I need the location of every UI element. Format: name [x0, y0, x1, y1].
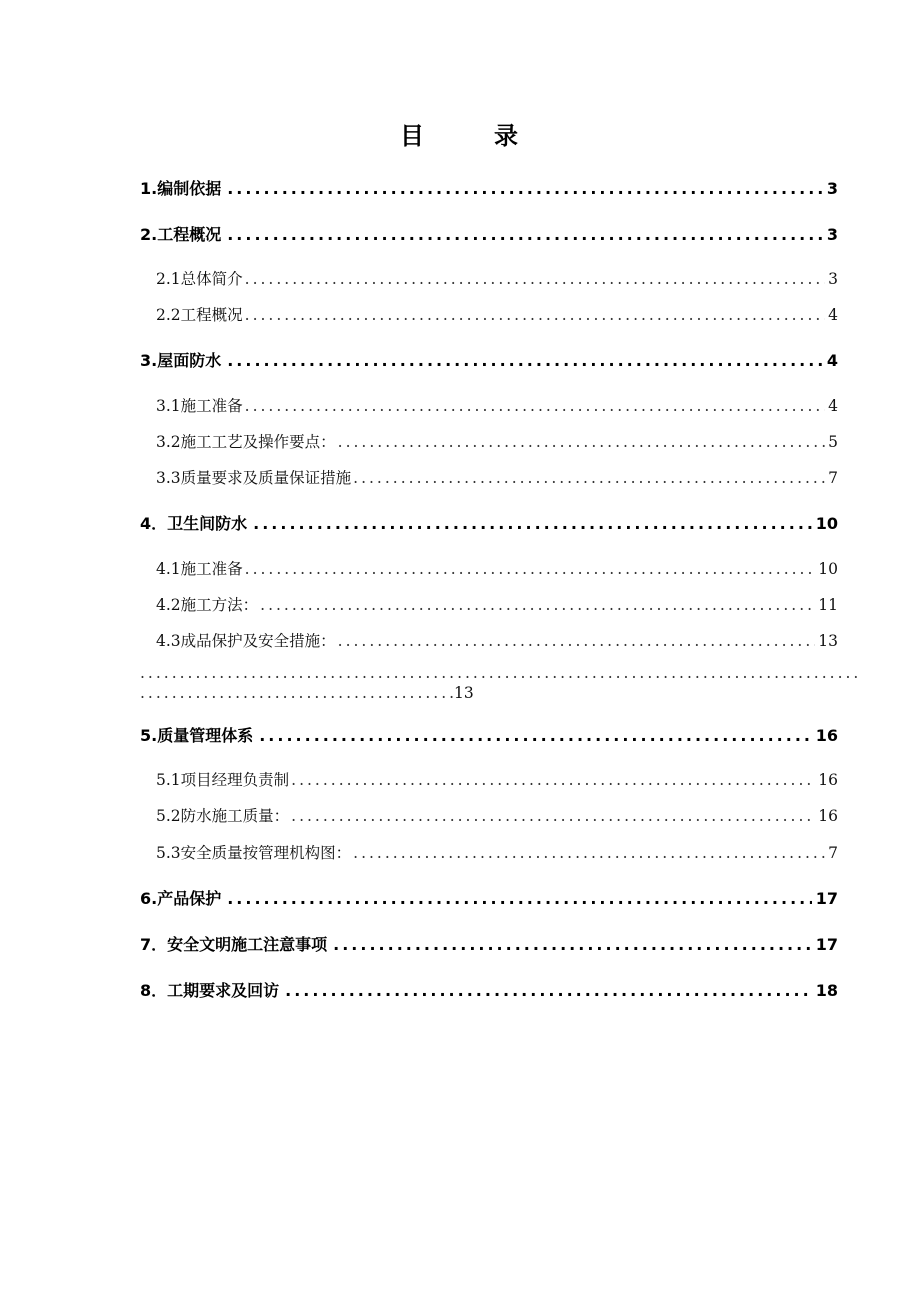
- toc-leader-dots: [333, 935, 812, 954]
- toc-entry-page: 18: [815, 981, 838, 1000]
- toc-entry-label: 7．安全文明施工注意事项: [140, 935, 328, 954]
- toc-subentry[interactable]: [156, 629, 838, 653]
- toc-entry-page: 7: [828, 844, 838, 862]
- toc-entry-page: 5: [828, 433, 838, 451]
- toc-entry-page: 13: [818, 632, 838, 650]
- toc-entry[interactable]: [140, 978, 838, 1002]
- toc-entry-page: 16: [818, 807, 838, 825]
- toc-subentry[interactable]: [156, 303, 838, 327]
- toc-entry[interactable]: [140, 348, 838, 372]
- toc-entry-label: 5.质量管理体系: [140, 726, 254, 745]
- toc-entry-label: 2.1总体简介: [156, 270, 243, 288]
- toc-entry-page: 3: [826, 225, 838, 244]
- toc-leader-dots: [259, 726, 812, 745]
- toc-entry-page: 11: [818, 596, 838, 614]
- toc-leader-dots-wrapped: [140, 664, 860, 686]
- toc-subentry[interactable]: [156, 593, 838, 617]
- toc-leader-dots: [291, 771, 815, 789]
- toc-entry-label: 1.编制依据: [140, 179, 222, 198]
- toc-leader-dots: [227, 889, 812, 908]
- toc-entry-label: 2.2工程概况: [156, 306, 243, 324]
- toc-leader-dots: [285, 981, 812, 1000]
- toc-entry-label: 2.工程概况: [140, 225, 222, 244]
- toc-leader-dots: [227, 225, 823, 244]
- toc-entry-label: 3.1施工准备: [156, 397, 243, 415]
- toc-subentry[interactable]: [156, 267, 838, 291]
- toc-entry-page: 17: [815, 935, 838, 954]
- toc-entry-page: 10: [818, 560, 838, 578]
- toc-leader-dots: [291, 807, 815, 825]
- toc-leader-dots: [140, 684, 454, 702]
- toc-leader-dots: [353, 844, 825, 862]
- toc-entry[interactable]: [140, 511, 838, 535]
- toc-entry-label: 4.3成品保护及安全措施：: [156, 632, 336, 650]
- toc-entry[interactable]: [140, 176, 838, 200]
- toc-leader-dots: [338, 433, 825, 451]
- toc-leader-dots: [245, 306, 825, 324]
- toc-entry-page: 16: [815, 726, 838, 745]
- toc-subentry[interactable]: [156, 394, 838, 418]
- toc-entry-page: 7: [828, 469, 838, 487]
- toc-subentry[interactable]: [156, 841, 838, 865]
- toc-entry[interactable]: [140, 886, 838, 910]
- toc-entry-label: 6.产品保护: [140, 889, 222, 908]
- toc-entry-page: 4: [828, 397, 838, 415]
- toc-entry-label: 5.1项目经理负责制: [156, 771, 290, 789]
- toc-entry-label: 4.1施工准备: [156, 560, 243, 578]
- toc-subentry[interactable]: [156, 466, 838, 490]
- toc-entry-label: 3.屋面防水: [140, 351, 222, 370]
- toc-leader-dots: [260, 596, 815, 614]
- toc-entry-page: 3: [826, 179, 838, 198]
- toc-leader-dots: [227, 351, 823, 370]
- toc-subentry[interactable]: [156, 768, 838, 792]
- toc-entry-label: 4.2施工方法：: [156, 596, 259, 614]
- toc-entry-page: 13: [454, 684, 474, 702]
- toc-entry-page: 16: [818, 771, 838, 789]
- toc-entry-label: 8．工期要求及回访: [140, 981, 280, 1000]
- toc-leader-dots: [227, 179, 823, 198]
- toc-entry-label: 5.3安全质量按管理机构图：: [156, 844, 352, 862]
- toc-leader-dots: [353, 469, 825, 487]
- toc-subentry-wrapped[interactable]: [140, 684, 474, 708]
- toc-entry[interactable]: [140, 932, 838, 956]
- toc-leader-dots: [245, 397, 825, 415]
- toc-entry[interactable]: [140, 723, 838, 747]
- toc-entry[interactable]: [140, 222, 838, 246]
- toc-entry-page: 3: [828, 270, 838, 288]
- toc-entry-page: 17: [815, 889, 838, 908]
- toc-subentry[interactable]: [156, 804, 838, 828]
- title-char-right: 录: [494, 121, 520, 150]
- toc-entry-label: 3.2施工工艺及操作要点：: [156, 433, 336, 451]
- toc-entry-label: 4．卫生间防水: [140, 514, 248, 533]
- toc-entry-page: 4: [828, 306, 838, 324]
- toc-entry-page: 10: [815, 514, 838, 533]
- toc-entry-page: 4: [826, 351, 838, 370]
- toc-leader-dots: [245, 270, 825, 288]
- toc-subentry[interactable]: [156, 557, 838, 581]
- title-char-left: 目: [400, 121, 426, 150]
- toc-entry-label: 5.2防水施工质量：: [156, 807, 290, 825]
- toc-entry-label: 3.3质量要求及质量保证措施: [156, 469, 352, 487]
- toc-leader-dots: [253, 514, 812, 533]
- toc-leader-dots: [338, 632, 816, 650]
- toc-leader-dots: [245, 560, 816, 578]
- toc-subentry[interactable]: [156, 430, 838, 454]
